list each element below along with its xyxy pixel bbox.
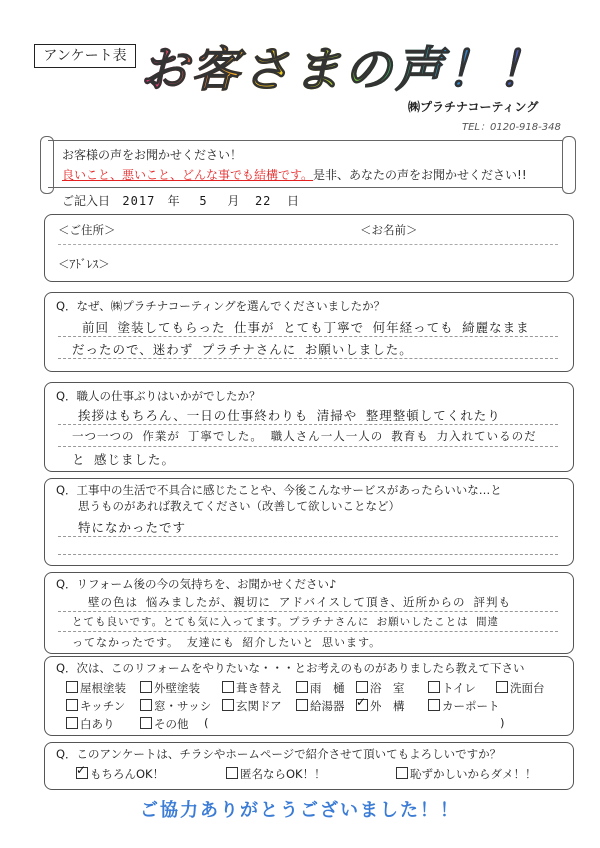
checkbox-checked[interactable] xyxy=(356,699,368,711)
option-gutter[interactable]: 雨 樋 xyxy=(296,680,345,696)
answer-2-line-1[interactable]: 挨拶はもちろん、一日の仕事終わりも 清掃や 整理整頓してくれたり xyxy=(78,408,501,423)
answer-3-rule-2 xyxy=(58,554,558,555)
intro-emphasis: 良いこと、悪いこと、どんな事でも結構です。 xyxy=(62,168,314,182)
question-4: Q．リフォーム後の今の気持ちを、お聞かせください♪ xyxy=(56,577,337,591)
answer-3-line-1[interactable]: 特になかったです xyxy=(78,520,187,535)
question-5: Q．次は、このリフォームをやりたいな・・・とお考えのものがありましたら教えて下さい xyxy=(56,661,525,675)
thanks-message: ご協力ありがとうございました！！ xyxy=(140,800,460,821)
date-day[interactable]: 22 xyxy=(254,194,272,208)
answer-3-rule-1 xyxy=(58,536,558,537)
option-exterior-wall[interactable]: 外壁塗装 xyxy=(140,680,200,696)
option-reroofing[interactable]: 葺き替え xyxy=(222,680,282,696)
page-title: お客さまの声！！ xyxy=(140,42,549,98)
question-1: Q．なぜ、㈱プラチナコーティングを選んでくださいましたか？ xyxy=(56,299,386,313)
question-3-line-1: Q．工事中の生活で不具合に感じたことや、今後こんなサービスがあったらいいな…と xyxy=(56,483,502,497)
name-label: ＜お名前＞ xyxy=(360,223,418,237)
option-termite[interactable]: 白あり xyxy=(66,716,115,732)
date-year[interactable]: 2017 xyxy=(122,194,156,208)
option-kitchen[interactable]: キッチン xyxy=(66,698,125,714)
checkbox[interactable] xyxy=(296,681,308,693)
option-bathroom[interactable]: 浴 室 xyxy=(356,680,405,696)
checkbox[interactable] xyxy=(496,681,508,693)
answer-4-line-1[interactable]: 壁の色は 悩みましたが、親切に アドバイスして頂き、近所からの 評判も xyxy=(88,595,511,609)
answer-4-line-2[interactable]: とても良いです。とても気に入ってます。プラチナさんに お願いしたことは 間違 xyxy=(72,616,499,628)
date-year-unit: 年 xyxy=(167,194,180,208)
answer-2-rule-1 xyxy=(58,424,558,425)
checkbox[interactable] xyxy=(222,681,234,693)
checkbox[interactable] xyxy=(66,717,78,729)
question-3-line-2: 思うものがあれば教えてください（改善して欲しいことなど） xyxy=(78,499,400,513)
checkbox[interactable] xyxy=(296,699,308,711)
address-label: ＜ご住所＞ xyxy=(58,223,116,237)
checkbox[interactable] xyxy=(66,699,78,711)
option-other[interactable]: その他 xyxy=(140,716,189,732)
question-6: Q．このアンケートは、チラシやホームページで紹介させて頂いてもよろしいですか？ xyxy=(56,747,502,761)
option-entrance-door[interactable]: 玄関ドア xyxy=(222,698,282,714)
answer-1-line-2[interactable]: だったので、迷わず プラチナさんに お願いしました。 xyxy=(72,342,413,357)
option-anonymous-ok[interactable]: 匿名ならOK！！ xyxy=(226,766,326,782)
date-month[interactable]: 5 xyxy=(199,194,208,208)
answer-1-rule-1 xyxy=(58,336,558,337)
company-name: ㈱プラチナコーティング xyxy=(408,100,539,114)
checkbox[interactable] xyxy=(140,681,152,693)
email-label: ＜ｱﾄﾞﾚｽ＞ xyxy=(58,257,110,271)
checkbox[interactable] xyxy=(66,681,78,693)
question-2: Q．職人の仕事ぶりはいかがでしたか？ xyxy=(56,389,261,403)
checkbox[interactable] xyxy=(396,767,408,779)
other-open-paren: ( xyxy=(204,716,209,730)
answer-2-line-3[interactable]: と 感じました。 xyxy=(72,452,176,467)
other-close-paren: ) xyxy=(500,716,505,730)
answer-4-rule-2 xyxy=(58,631,558,632)
answer-2-rule-2 xyxy=(58,446,558,447)
date-month-unit: 月 xyxy=(227,194,240,208)
scroll-right-cap xyxy=(562,136,576,194)
phone-number: TEL：0120-918-348 xyxy=(462,122,561,133)
option-roof-painting[interactable]: 屋根塗装 xyxy=(66,680,126,696)
checkbox[interactable] xyxy=(356,681,368,693)
intro-rest: 是非、あなたの声をお聞かせください!! xyxy=(313,168,527,182)
date-day-unit: 日 xyxy=(287,194,300,208)
option-ok[interactable]: ✓もちろんOK！ xyxy=(76,766,164,782)
option-window-sash[interactable]: 窓・サッシ xyxy=(140,698,211,714)
answer-2-line-2[interactable]: 一つ一つの 作業が 丁寧でした。 職人さん一人一人の 教育も 力入れているのだ xyxy=(72,429,537,443)
answer-1-line-1[interactable]: 前回 塗装してもらった 仕事が とても丁寧で 何年経っても 綺麗なまま xyxy=(82,320,530,335)
option-water-heater[interactable]: 給湯器 xyxy=(296,698,345,714)
info-divider xyxy=(58,244,558,245)
customer-info-box xyxy=(44,214,574,282)
answer-1-rule-2 xyxy=(58,358,558,359)
checkbox[interactable] xyxy=(428,681,440,693)
checkbox[interactable] xyxy=(140,699,152,711)
checkbox[interactable] xyxy=(428,699,440,711)
checkbox[interactable] xyxy=(222,699,234,711)
intro-line-2 xyxy=(62,166,527,183)
date-label: ご記入日 xyxy=(62,194,111,208)
option-washbasin[interactable]: 洗面台 xyxy=(496,680,545,696)
answer-4-rule-1 xyxy=(58,611,558,612)
option-toilet[interactable]: トイレ xyxy=(428,680,476,696)
answer-4-line-3[interactable]: ってなかったです。 友達にも 紹介したいと 思います。 xyxy=(72,636,382,649)
checkbox[interactable] xyxy=(140,717,152,729)
date-row xyxy=(62,192,299,209)
checkbox-checked[interactable] xyxy=(76,767,88,779)
intro-line-1: お客様の声をお聞かせください！ xyxy=(62,148,243,162)
survey-label: アンケート表 xyxy=(34,44,136,68)
option-exterior-works[interactable]: ✓ 外 構 xyxy=(356,698,405,714)
option-carport[interactable]: カーポート xyxy=(428,698,500,714)
option-no[interactable]: 恥ずかしいからダメ！！ xyxy=(396,766,537,782)
checkbox[interactable] xyxy=(226,767,238,779)
